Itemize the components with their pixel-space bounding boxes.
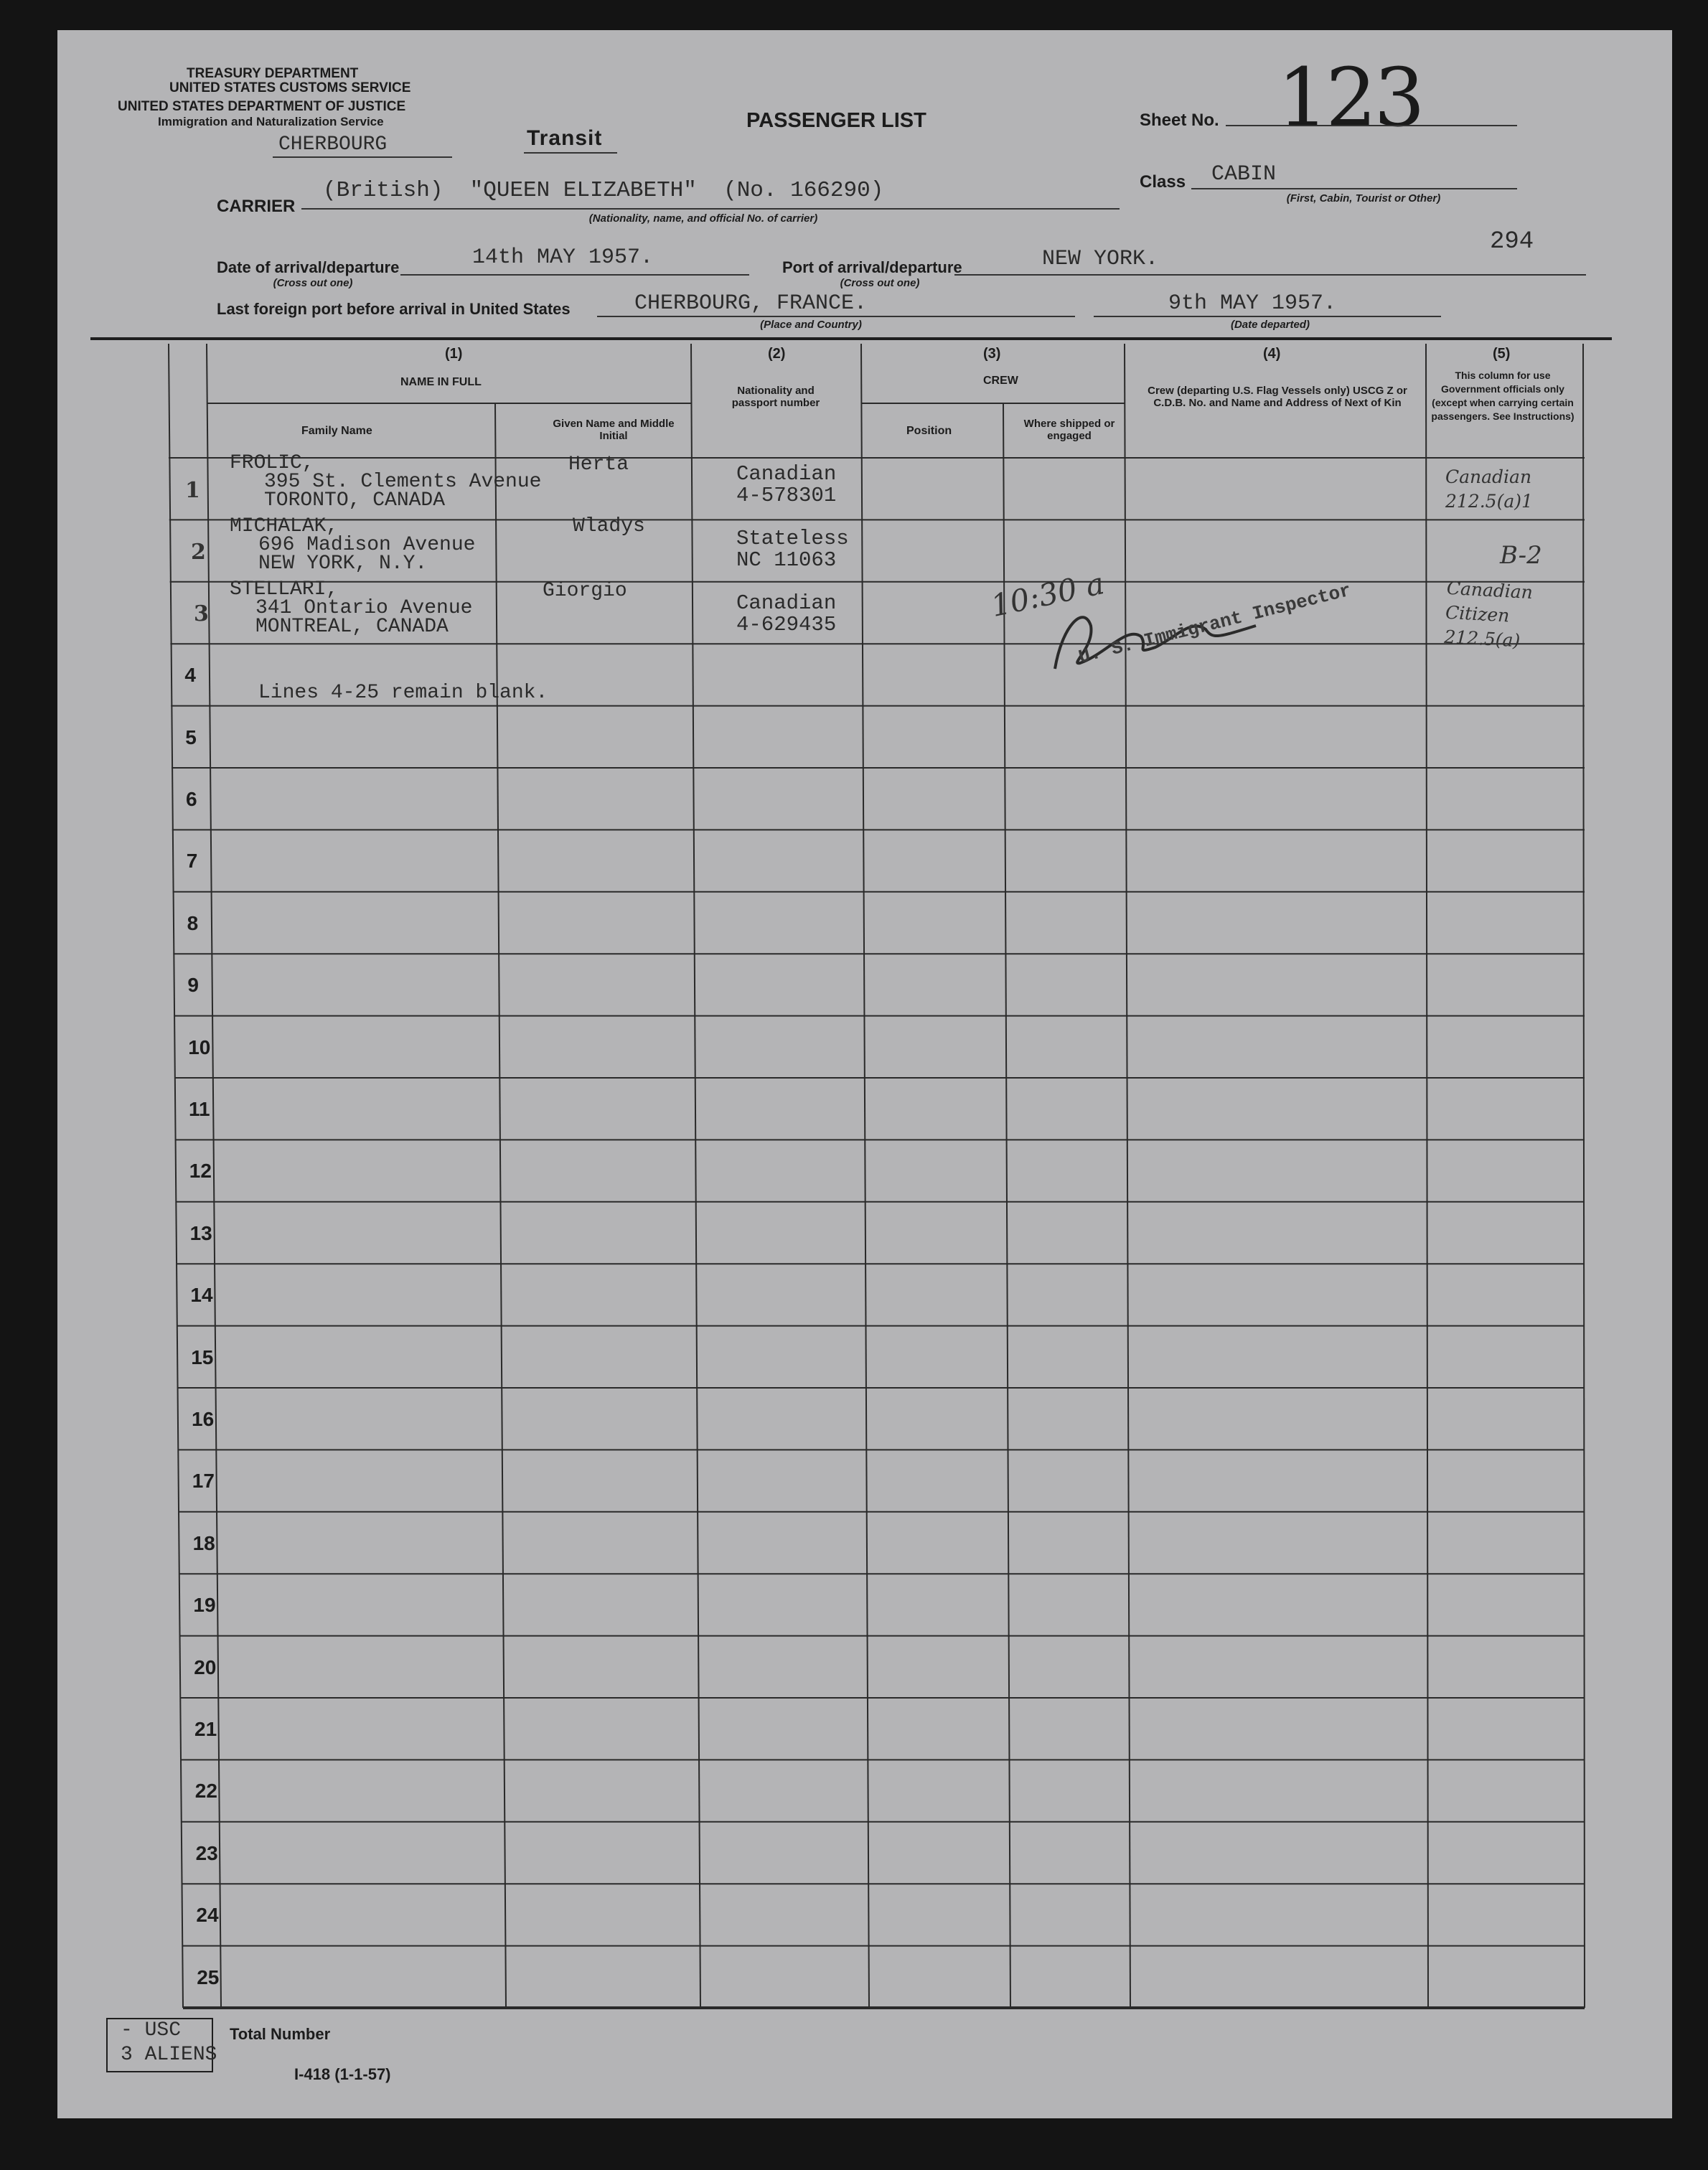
row3-passport: 4-629435 (736, 613, 837, 637)
line-number-10: 10 (188, 1035, 211, 1058)
line-number-13: 13 (189, 1221, 212, 1244)
line-number-11: 11 (189, 1098, 210, 1120)
blank-lines-note: Lines 4-25 remain blank. (258, 682, 548, 704)
col5-title: This column for use Government officials only (except when carrying certain passengers. See Instructions) (1431, 370, 1575, 422)
customs-service: UNITED STATES CUSTOMS SERVICE (169, 80, 411, 95)
row3-family: STELLARI, (230, 578, 339, 601)
line-number-15: 15 (191, 1345, 214, 1368)
row3-nationality: Canadian (736, 591, 837, 615)
date-departed-hint: (Date departed) (1230, 319, 1310, 331)
sheet-label: Sheet No. (1140, 111, 1219, 130)
inspector-stamp: U. S. Immigrant Inspector (1076, 579, 1353, 669)
line-number-18: 18 (192, 1531, 215, 1554)
row1-number: 1 (185, 478, 200, 503)
last-port-value: CHERBOURG, FRANCE. (634, 291, 868, 316)
date-departed: 9th MAY 1957. (1168, 291, 1337, 316)
line-number-22: 22 (194, 1780, 217, 1803)
row3-address1: 341 Ontario Avenue (255, 597, 473, 619)
row3-number: 3 (194, 601, 209, 626)
line-number-23: 23 (195, 1841, 218, 1864)
line-number-25: 25 (197, 1965, 220, 1988)
line-number-21: 21 (194, 1718, 217, 1740)
arrival-cross-hint: (Cross out one) (273, 277, 353, 289)
col2-title: Nationality and passport number (731, 385, 820, 409)
row3-gov-note: Canadian Citizen 212.5(a) (1443, 577, 1534, 652)
row2-gov-note: B-2 (1500, 541, 1542, 570)
col5-number: (5) (1493, 346, 1511, 362)
row3-address2: MONTREAL, CANADA (255, 616, 449, 638)
total-number-label: Total Number (230, 2025, 331, 2043)
ins-service: Immigration and Naturalization Service (158, 115, 384, 128)
row1-given: Herta (568, 454, 629, 476)
col3-number: (3) (983, 346, 1001, 362)
class-value: CABIN (1211, 162, 1277, 187)
port-cross-hint: (Cross out one) (840, 277, 920, 289)
row1-address2: TORONTO, CANADA (264, 489, 446, 512)
last-port-hint: (Place and Country) (760, 319, 862, 331)
last-port-label: Last foreign port before arrival in United States (217, 300, 571, 318)
line-number-4: 4 (184, 664, 196, 687)
line-number-17: 17 (192, 1470, 215, 1493)
row1-address1: 395 St. Clements Avenue (264, 471, 542, 493)
port-stamp: CHERBOURG (278, 133, 388, 156)
line-number-7: 7 (186, 850, 198, 873)
line-number-20: 20 (194, 1655, 217, 1678)
row2-number: 2 (191, 540, 206, 565)
row3-given: Giorgio (543, 580, 627, 602)
transit-label: Transit (527, 126, 603, 150)
handwritten-time: 10:30 a (987, 565, 1107, 624)
col2-number: (2) (768, 346, 786, 362)
row1-nationality: Canadian (736, 462, 837, 486)
col4-number: (4) (1263, 346, 1281, 362)
form-number: I-418 (1-1-57) (294, 2065, 391, 2083)
carrier-value: (British) "QUEEN ELIZABETH" (No. 166290) (323, 178, 884, 203)
row2-given: Wladys (573, 515, 645, 537)
row1-gov-note: Canadian 212.5(a)1 (1445, 466, 1533, 512)
given-name-header: Given Name and Middle Initial (553, 418, 675, 442)
page-count: 294 (1490, 228, 1534, 255)
arrival-label: Date of arrival/departure (217, 258, 400, 276)
row1-passport: 4-578301 (736, 484, 837, 507)
position-header: Position (906, 425, 952, 437)
row2-passport: NC 11063 (736, 548, 837, 572)
aliens-count: 3 ALIENS (121, 2044, 217, 2066)
justice-dept: UNITED STATES DEPARTMENT OF JUSTICE (118, 99, 406, 114)
usc-label: - USC (121, 2019, 182, 2042)
line-number-6: 6 (186, 788, 197, 810)
line-number-12: 12 (189, 1160, 212, 1183)
class-label: Class (1140, 172, 1186, 192)
row2-nationality: Stateless (736, 527, 849, 550)
arrival-value: 14th MAY 1957. (472, 245, 654, 270)
class-hint: (First, Cabin, Tourist or Other) (1286, 192, 1441, 205)
form-title: PASSENGER LIST (746, 109, 926, 132)
line-number-19: 19 (193, 1594, 216, 1617)
line-number-9: 9 (187, 974, 199, 997)
sheet-number: 123 (1277, 52, 1422, 145)
line-number-5: 5 (185, 725, 197, 748)
col4-title: Crew (departing U.S. Flag Vessels only) USCG Z or C.D.B. No. and Name and Address of Next of Kin (1148, 385, 1407, 409)
row1-family: FROLIC, (230, 452, 314, 474)
row2-address2: NEW YORK, N.Y. (258, 553, 428, 575)
row2-family: MICHALAK, (230, 515, 339, 537)
carrier-hint: (Nationality, name, and official No. of carrier) (588, 212, 818, 225)
col1-title: NAME IN FULL (400, 376, 482, 388)
table-grid (57, 30, 1672, 2118)
line-number-8: 8 (187, 911, 199, 934)
where-shipped-header: Where shipped or engaged (1023, 418, 1115, 442)
line-number-16: 16 (192, 1408, 215, 1430)
passenger-list-sheet (57, 30, 1672, 2118)
treasury-dept: TREASURY DEPARTMENT (187, 66, 359, 81)
line-number-24: 24 (196, 1904, 219, 1927)
port-label: Port of arrival/departure (782, 258, 962, 276)
port-value: NEW YORK. (1042, 247, 1159, 271)
col1-number: (1) (445, 346, 463, 362)
family-name-header: Family Name (301, 425, 372, 437)
carrier-label: CARRIER (217, 197, 296, 216)
col3-title: CREW (983, 375, 1018, 387)
row2-address1: 696 Madison Avenue (258, 534, 476, 556)
line-number-14: 14 (190, 1284, 213, 1307)
